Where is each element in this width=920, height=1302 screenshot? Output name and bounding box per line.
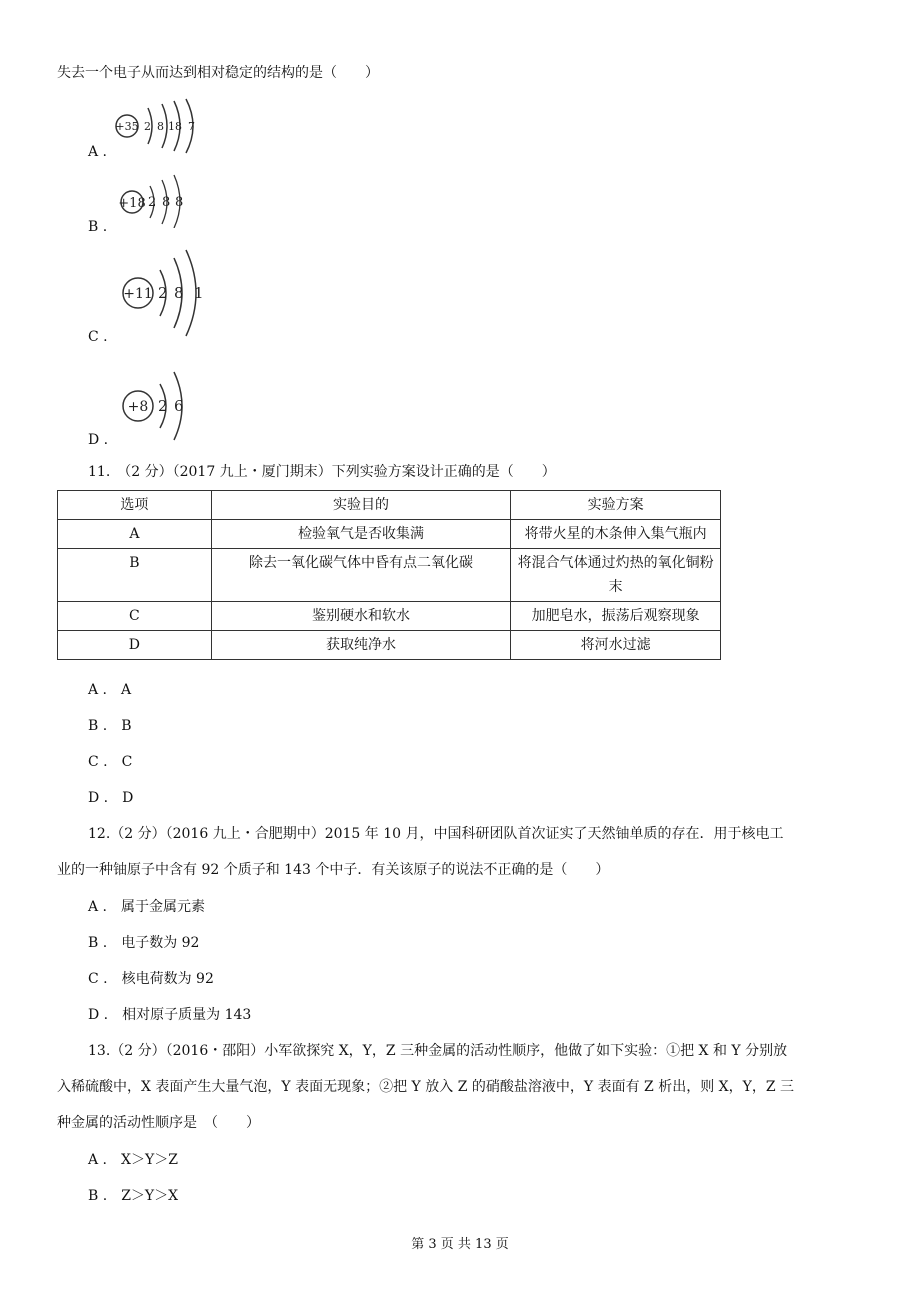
atom-diagram-d <box>118 366 208 446</box>
table-row <box>58 631 721 660</box>
table-cell: 加肥皂水，振荡后观察现象 <box>511 602 721 631</box>
table-cell: 除去一氧化碳气体中昏有点二氧化碳 <box>211 549 511 602</box>
shell-1: 2 <box>158 397 168 415</box>
q12-stem-line2: 业的一种铀原子中含有 92 个质子和 143 个中子．有关该原子的说法不正确的是（ ） <box>57 862 610 878</box>
table-cell: B <box>58 549 212 602</box>
table-cell: C <box>58 602 212 631</box>
q12-option-c[interactable]: C . 核电荷数为 92 <box>88 971 214 987</box>
shell-1: 2 <box>148 195 157 210</box>
q11-option-b[interactable]: B . B <box>88 718 132 734</box>
q11-stem: 11. （2 分）（2017 九上・厦门期末）下列实验方案设计正确的是（ ） <box>88 464 556 480</box>
q10-option-c[interactable]: C . <box>88 329 108 345</box>
atom-diagram-c <box>118 248 218 338</box>
nucleus-charge: +18 <box>118 196 146 211</box>
shell-2: 8 <box>157 120 164 133</box>
q10-stem: 失去一个电子从而达到相对稳定的结构的是（ ） <box>57 65 379 81</box>
table-header-row <box>58 491 721 520</box>
shell-3: 8 <box>175 195 184 210</box>
table-row <box>58 549 721 602</box>
atom-diagram-b <box>112 172 202 228</box>
nucleus-charge: +8 <box>127 399 149 415</box>
shell-4: 7 <box>188 120 195 133</box>
table-cell: D <box>58 631 212 660</box>
atom-diagram-a <box>110 96 210 156</box>
table-cell: 获取纯净水 <box>211 631 511 660</box>
shell-1: 2 <box>158 284 168 302</box>
table-cell: 检验氧气是否收集满 <box>211 520 511 549</box>
shell-2: 8 <box>174 284 184 302</box>
q10-option-a[interactable]: A . <box>88 144 108 160</box>
q13-stem-line2: 入稀硫酸中，X 表面产生大量气泡，Y 表面无现象；②把 Y 放入 Z 的硝酸盐溶液中，Y 表面有 Z 析出，则 X，Y，Z 三 <box>57 1079 795 1095</box>
q10-option-b[interactable]: B . <box>88 219 108 235</box>
q11-option-d[interactable]: D . D <box>88 790 134 806</box>
nucleus-charge: +11 <box>123 286 153 302</box>
shell-2: 6 <box>174 397 184 415</box>
table-cell: 鉴别硬水和软水 <box>211 602 511 631</box>
q13-option-b[interactable]: B . Z＞Y＞X <box>88 1188 179 1204</box>
table-cell: 将带火星的木条伸入集气瓶内 <box>511 520 721 549</box>
table-row <box>58 520 721 549</box>
table-cell: 将河水过滤 <box>511 631 721 660</box>
table-row <box>58 602 721 631</box>
shell-1: 2 <box>144 120 151 133</box>
q10-option-d[interactable]: D . <box>88 432 109 448</box>
q13-stem-line1: 13.（2 分）（2016・邵阳）小军欲探究 X，Y，Z 三种金属的活动性顺序，他做了如下实验：①把 X 和 Y 分别放 <box>88 1043 788 1059</box>
table-header: 实验目的 <box>211 491 511 520</box>
nucleus-charge: +35 <box>115 120 139 133</box>
q12-option-a[interactable]: A . 属于金属元素 <box>88 899 206 915</box>
table-cell: 将混合气体通过灼热的氧化铜粉末 <box>511 549 721 602</box>
q12-stem-line1: 12.（2 分）（2016 九上・合肥期中）2015 年 10 月，中国科研团队首次证实了天然铀单质的存在．用于核电工 <box>88 826 784 842</box>
shell-3: 18 <box>168 120 182 133</box>
table-cell: A <box>58 520 212 549</box>
table-header: 实验方案 <box>511 491 721 520</box>
shell-2: 8 <box>162 195 171 210</box>
q11-option-a[interactable]: A . A <box>88 682 132 698</box>
q11-option-c[interactable]: C . C <box>88 754 133 770</box>
q11-table <box>57 490 721 660</box>
q13-stem-line3: 种金属的活动性顺序是 （ ） <box>57 1115 260 1131</box>
table-header: 选项 <box>58 491 212 520</box>
q12-option-d[interactable]: D . 相对原子质量为 143 <box>88 1007 252 1023</box>
shell-3: 1 <box>194 284 204 302</box>
q12-option-b[interactable]: B . 电子数为 92 <box>88 935 200 951</box>
page-footer: 第 3 页 共 13 页 <box>411 1237 509 1252</box>
q13-option-a[interactable]: A . X＞Y＞Z <box>88 1152 178 1168</box>
